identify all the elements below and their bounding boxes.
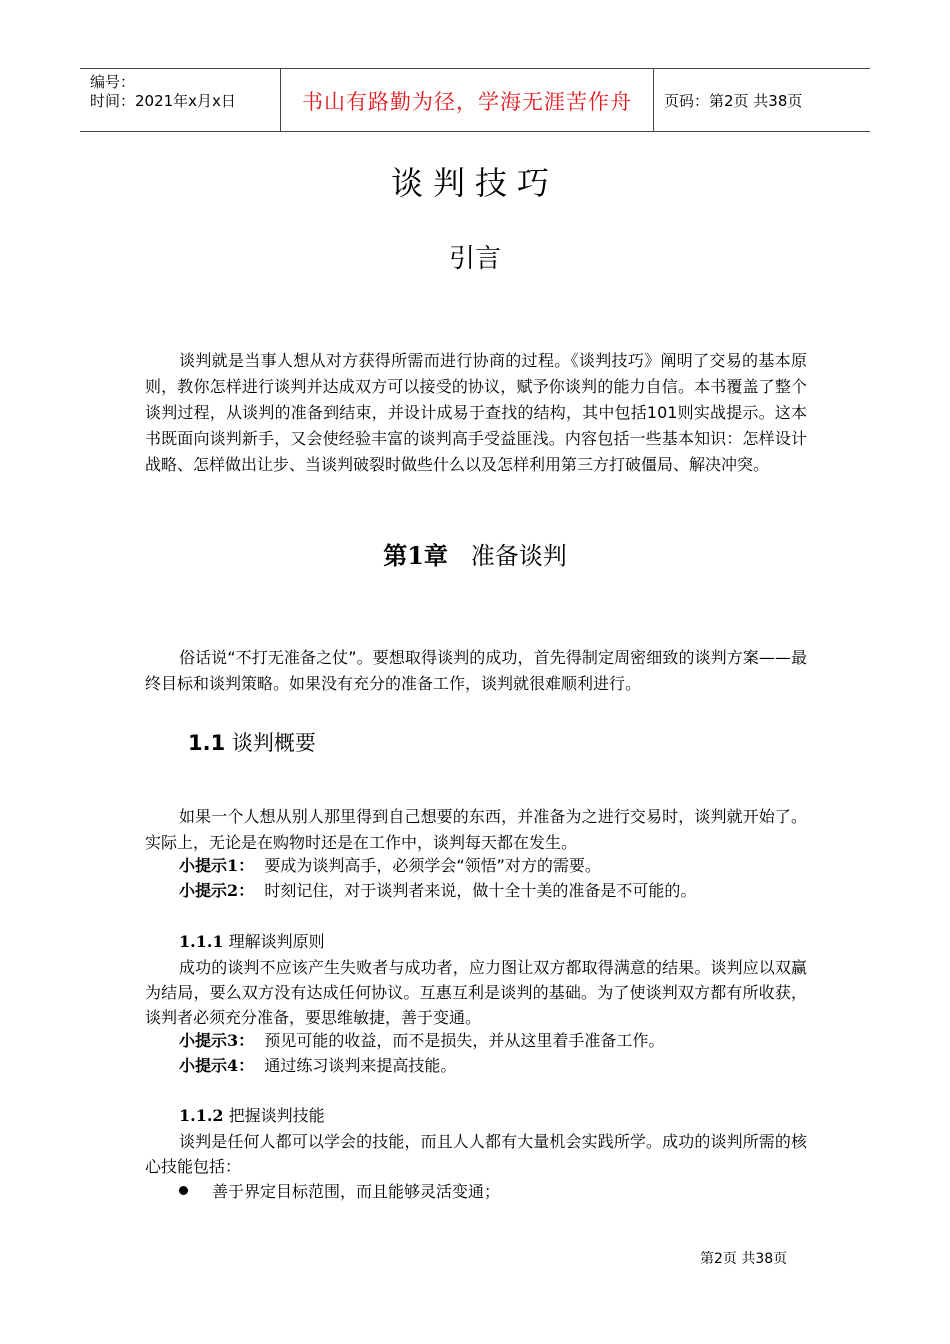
document-title: 谈判技巧	[390, 164, 559, 202]
section-1-1-paragraph: 如果一个人想从别人那里得到自己想要的东西，并准备为之进行交易时，谈判就开始了。实际上，无论是在购物时还是在工作中，谈判每天都在发生。	[145, 807, 807, 852]
tip-2	[179, 879, 696, 903]
header-left-cell	[80, 69, 280, 131]
tip-2-label: 小提示2：	[179, 881, 255, 900]
bullet-item	[179, 1180, 500, 1204]
section-1-1-2-number: 1.1.2	[179, 1106, 224, 1125]
section-1-1-2-heading	[179, 1104, 325, 1128]
section-1-1-1-title: 理解谈判原则	[228, 932, 325, 951]
section-1-1-1-paragraph: 成功的谈判不应该产生失败者与成功者，应力图让双方都取得满意的结果。谈判应以双赢为结局，要么双方没有达成任何协议。互惠互利是谈判的基础。为了使谈判双方都有所收获，谈判者必须充分准备，要思维敏捷，善于变通。	[145, 958, 807, 1027]
bullet-dot-icon	[179, 1186, 188, 1195]
section-1-1-2-paragraph: 谈判是任何人都可以学会的技能，而且人人都有大量机会实践所学。成功的谈判所需的核心技能包括：	[145, 1132, 807, 1176]
tip-4-label: 小提示4：	[179, 1056, 255, 1075]
introduction-heading: 引言	[448, 244, 501, 274]
header-motto: 书山有路勤为径，学海无涯苦作舟	[302, 90, 632, 114]
tip-2-text: 时刻记住，对于谈判者来说，做十全十美的准备是不可能的。	[264, 881, 697, 900]
chapter-title: 准备谈判	[470, 542, 567, 570]
bullet-text: 善于界定目标范围，而且能够灵活变通；	[212, 1182, 501, 1201]
intro-paragraph: 谈判就是当事人想从对方获得所需而进行协商的过程。《谈判技巧》阐明了交易的基本原则，教你怎样进行谈判并达成双方可以接受的协议，赋予你谈判的能力自信。本书覆盖了整个谈判过程，从谈判的准备到结束，并设计成易于查找的结构，其中包括101则实战提示。这本书既面向谈判新手，又会使经验丰富的谈判高手受益匪浅。内容包括一些基本知识：怎样设计战略、怎样做出让步、当谈判破裂时做些什么以及怎样利用第三方打破僵局、解决冲突。	[145, 351, 807, 474]
document-header	[80, 68, 870, 132]
page-code: 页码：第2页 共38页	[664, 92, 803, 110]
tip-1-label: 小提示1：	[179, 856, 255, 875]
section-1-1-heading	[188, 727, 316, 757]
tip-4-text: 通过练习谈判来提高技能。	[264, 1056, 457, 1075]
section-1-1-1-heading	[179, 930, 325, 954]
tip-3-label: 小提示3：	[179, 1031, 255, 1050]
tip-3	[179, 1029, 664, 1053]
section-1-1-2-title: 把握谈判技能	[228, 1106, 325, 1125]
chapter-number: 第1章	[383, 541, 448, 570]
tip-1	[179, 854, 601, 878]
section-1-1-number: 1.1	[188, 731, 226, 755]
chapter-paragraph: 俗话说“不打无准备之仗”。要想取得谈判的成功，首先得制定周密细致的谈判方案——最终目标和谈判策略。如果没有充分的准备工作，谈判就很难顺利进行。	[145, 648, 807, 693]
date-label: 时间：2021年x月x日	[90, 92, 236, 110]
header-right-cell	[654, 69, 870, 131]
chapter-heading	[0, 536, 950, 571]
tip-3-text: 预见可能的收益，而不是损失，并从这里着手准备工作。	[264, 1031, 665, 1050]
section-1-1-1-number: 1.1.1	[179, 932, 224, 951]
tip-1-text: 要成为谈判高手，必须学会“领悟”对方的需要。	[264, 856, 601, 875]
section-1-1-title: 谈判概要	[231, 731, 316, 755]
code-label: 编号：	[90, 73, 136, 91]
page-footer: 第2页 共38页	[700, 1251, 788, 1267]
header-middle-cell	[280, 69, 654, 131]
tip-4	[179, 1054, 456, 1078]
